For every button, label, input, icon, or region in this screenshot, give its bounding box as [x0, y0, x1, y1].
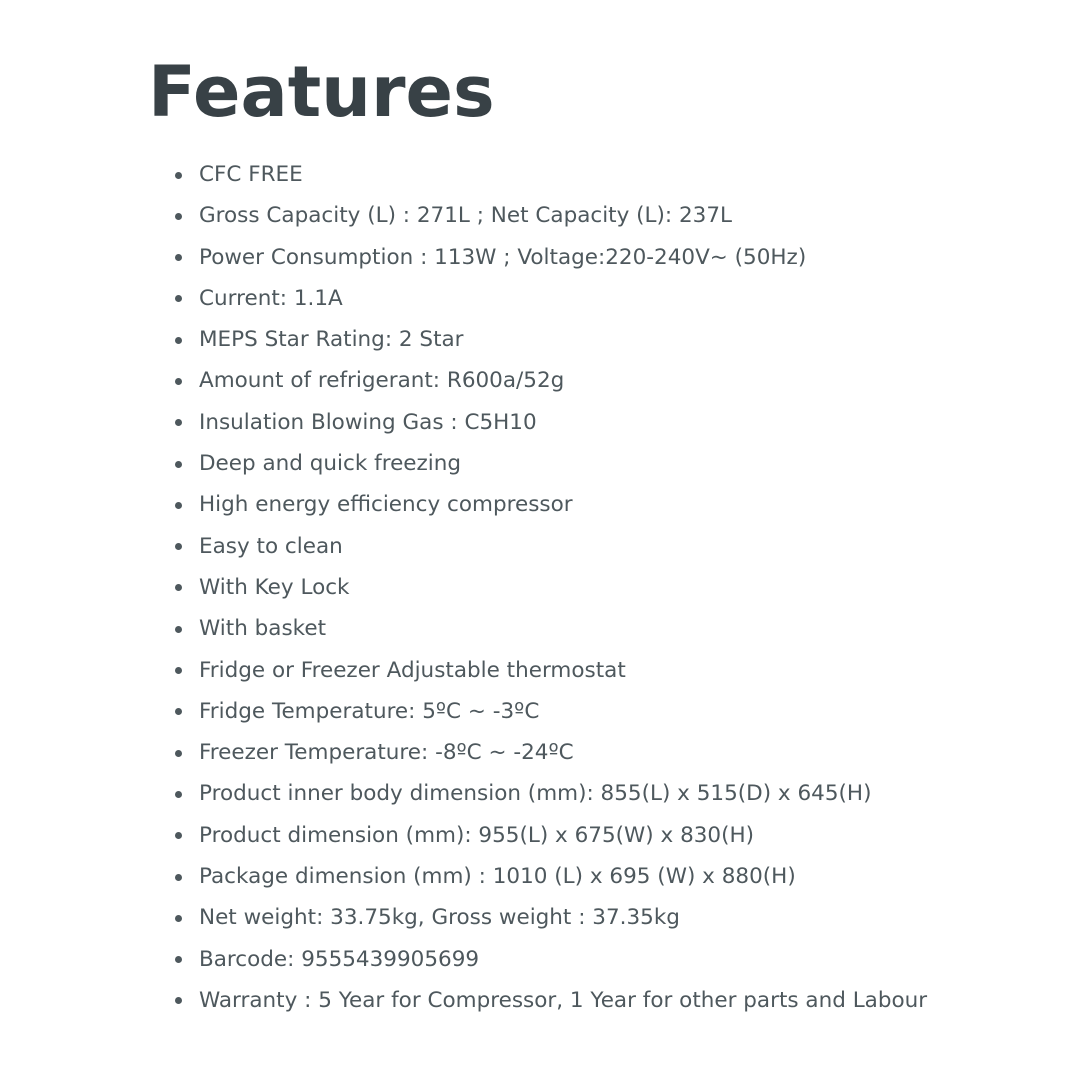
feature-text: Barcode: 9555439905699 — [199, 946, 480, 972]
bullet-icon — [175, 172, 182, 179]
bullet-icon — [175, 295, 182, 302]
feature-text: Fridge or Freezer Adjustable thermostat — [199, 657, 626, 683]
bullet-icon — [175, 832, 182, 839]
feature-item — [170, 608, 1050, 649]
feature-item — [170, 319, 1050, 360]
feature-text: With Key Lock — [199, 574, 350, 600]
feature-item — [170, 897, 1050, 938]
bullet-icon — [175, 791, 182, 798]
feature-text: Gross Capacity (L) : 271L ; Net Capacity (L): 237L — [199, 203, 733, 229]
feature-text: MEPS Star Rating: 2 Star — [199, 327, 464, 353]
feature-item — [170, 195, 1050, 236]
feature-text: Power Consumption : 113W ; Voltage:220-240V~ (50Hz) — [199, 244, 807, 270]
feature-item — [170, 732, 1050, 773]
feature-text: Easy to clean — [199, 533, 343, 559]
feature-text: CFC FREE — [199, 162, 303, 187]
bullet-icon — [175, 378, 182, 385]
feature-item — [170, 980, 1050, 1021]
feature-item — [170, 773, 1050, 814]
page-title: Features — [148, 51, 495, 133]
feature-text: Fridge Temperature: 5ºC ~ -3ºC — [199, 698, 540, 724]
feature-text: High energy efficiency compressor — [199, 492, 573, 518]
feature-text: Current: 1.1A — [199, 285, 343, 311]
feature-item — [170, 443, 1050, 484]
feature-text: Package dimension (mm) : 1010 (L) x 695 (W) x 880(H) — [199, 864, 796, 890]
bullet-icon — [175, 708, 182, 715]
bullet-icon — [175, 667, 182, 674]
bullet-icon — [175, 750, 182, 757]
feature-text: Warranty : 5 Year for Compressor, 1 Year for other parts and Labour — [199, 987, 928, 1013]
bullet-icon — [175, 337, 182, 344]
bullet-icon — [175, 461, 182, 468]
feature-item — [170, 154, 1050, 195]
bullet-icon — [175, 254, 182, 261]
bullet-icon — [175, 915, 182, 922]
feature-item — [170, 360, 1050, 401]
feature-item — [170, 402, 1050, 443]
feature-item — [170, 237, 1050, 278]
feature-text: Insulation Blowing Gas : C5H10 — [199, 409, 537, 435]
feature-item — [170, 939, 1050, 980]
bullet-icon — [175, 626, 182, 633]
bullet-icon — [175, 213, 182, 220]
feature-text: With basket — [199, 616, 327, 642]
feature-item — [170, 650, 1050, 691]
feature-text: Amount of refrigerant: R600a/52g — [199, 368, 565, 394]
bullet-icon — [175, 543, 182, 550]
bullet-icon — [175, 419, 182, 426]
bullet-icon — [175, 956, 182, 963]
bullet-icon — [175, 874, 182, 881]
feature-text: Deep and quick freezing — [199, 451, 462, 477]
feature-text: Net weight: 33.75kg, Gross weight : 37.35kg — [199, 905, 680, 931]
feature-item — [170, 567, 1050, 608]
bullet-icon — [175, 502, 182, 509]
feature-text: Product dimension (mm): 955(L) x 675(W) x 830(H) — [199, 822, 755, 848]
feature-item — [170, 691, 1050, 732]
feature-item — [170, 278, 1050, 319]
feature-item — [170, 856, 1050, 897]
feature-item — [170, 815, 1050, 856]
feature-text: Product inner body dimension (mm): 855(L) x 515(D) x 645(H) — [199, 781, 872, 807]
feature-item — [170, 526, 1050, 567]
bullet-icon — [175, 997, 182, 1004]
feature-item — [170, 484, 1050, 525]
feature-list — [170, 154, 1050, 1021]
bullet-icon — [175, 584, 182, 591]
feature-text: Freezer Temperature: -8ºC ~ -24ºC — [199, 740, 574, 766]
